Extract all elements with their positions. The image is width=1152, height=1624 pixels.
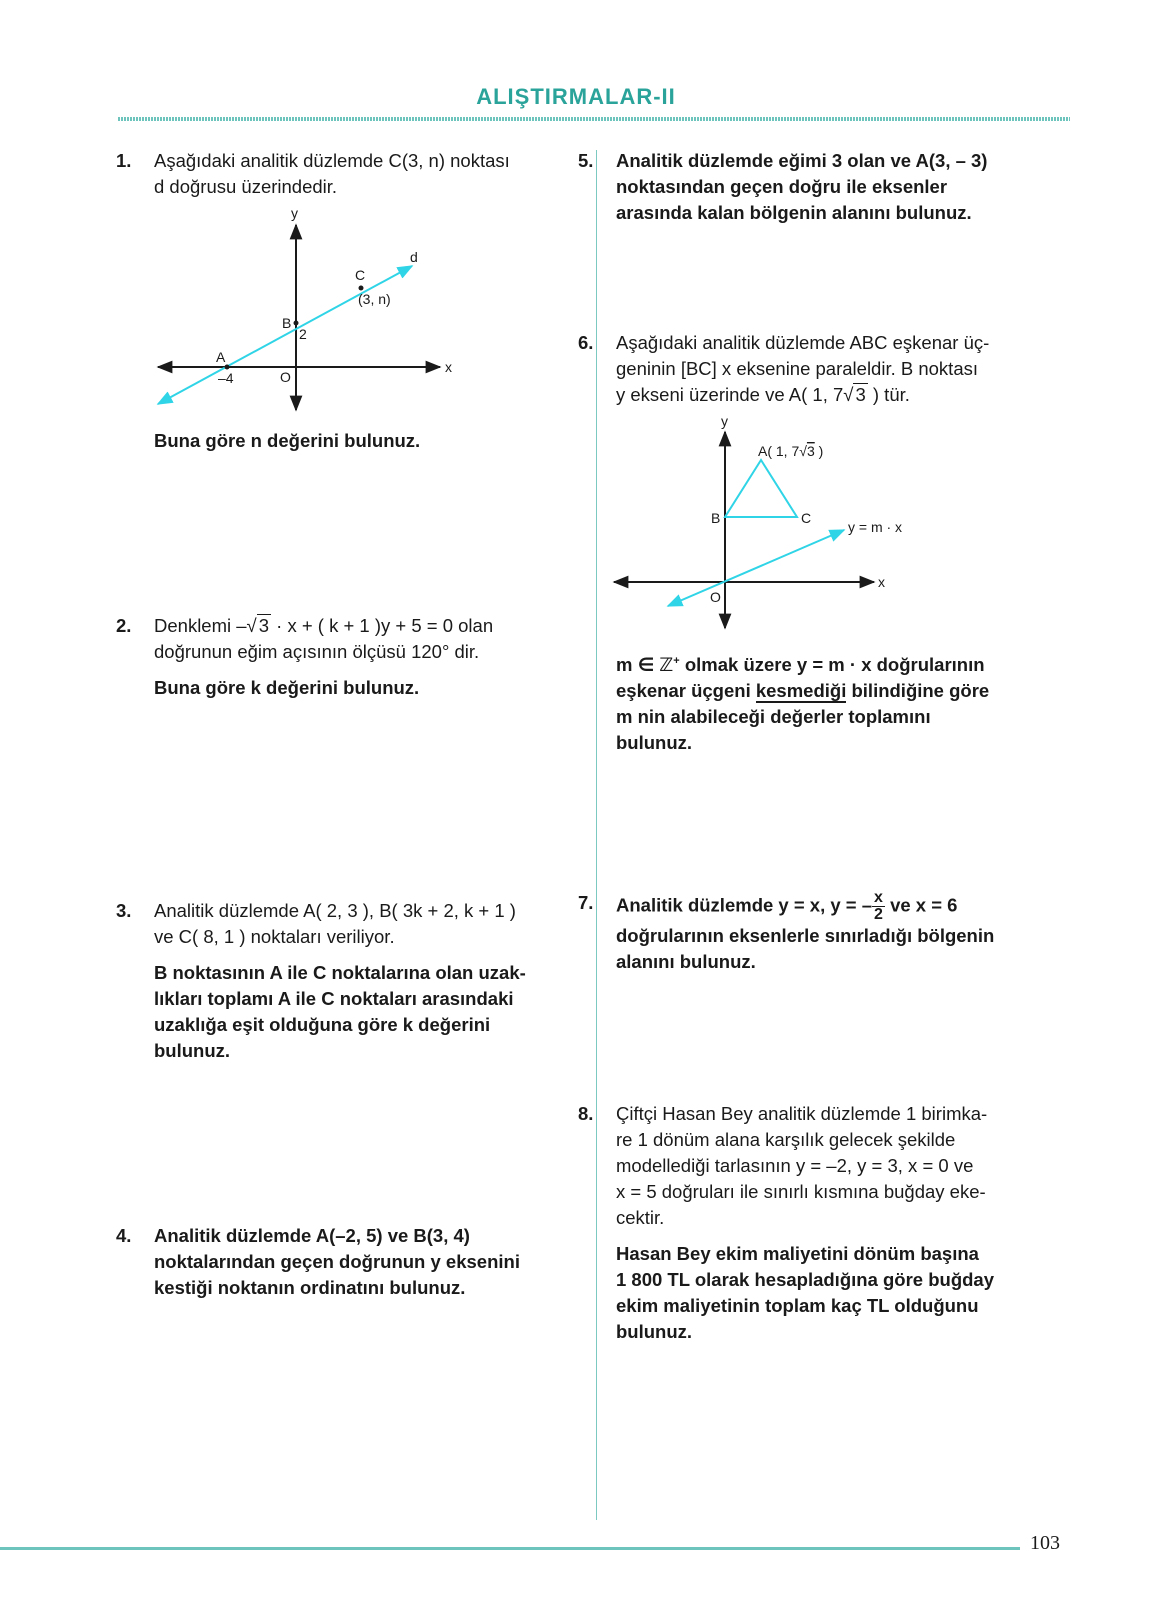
question-prompt: bulunuz.: [616, 732, 693, 754]
sqrt-radicand: 3: [258, 615, 269, 636]
line-y-mx: [668, 530, 844, 606]
question-prompt: Buna göre n değerini bulunuz.: [154, 430, 421, 451]
question-number: 4.: [116, 1225, 132, 1246]
question-prompt: bulunuz.: [154, 1040, 231, 1061]
footer-divider: [0, 1547, 1020, 1550]
question-text: Analitik düzlemde eğimi 3 olan ve A(3, – 3): [616, 150, 988, 171]
figure-q1-coordinate-plane: [140, 200, 470, 425]
question-text: Analitik düzlemde A(–2, 5) ve B(3, 4): [154, 1225, 470, 1246]
question-text: x = 5 doğruları ile sınırlı kısmına buğday eke-: [616, 1181, 986, 1202]
segment-notation: [BC]: [680, 358, 717, 379]
title-divider: [118, 117, 1070, 121]
point-b-label: B: [711, 510, 721, 526]
question-number: 8.: [578, 1103, 594, 1124]
point-c-coordinate: (3, n): [358, 291, 391, 307]
equation-suffix: · x + ( k + 1 )y + 5 = 0 olan: [271, 615, 494, 636]
y-axis-label: y: [291, 205, 298, 221]
question-prompt: Hasan Bey ekim maliyetini dönüm başına: [616, 1243, 979, 1264]
question-text: Aşağıdaki analitik düzlemde ABC eşkenar üç-: [616, 332, 990, 353]
question-prompt: Buna göre k değerini bulunuz.: [154, 677, 420, 698]
question-number: 2.: [116, 615, 132, 636]
equilateral-triangle-abc: [725, 460, 797, 517]
label-fragment: ): [814, 443, 824, 459]
equation-prefix: Denklemi –: [154, 615, 247, 636]
text-fragment: m ∈ ℤ: [616, 654, 674, 676]
question-text: re 1 dönüm alana karşılık gelecek şekilde: [616, 1129, 956, 1150]
question-text: noktasından geçen doğru ile eksenler: [616, 176, 948, 197]
text-fragment: olmak üzere y = m · x doğrularının: [679, 654, 985, 676]
sqrt-radicand: 3: [806, 443, 815, 459]
point-c: [359, 286, 364, 291]
text-fragment: eşkenar üçgeni: [616, 680, 756, 702]
question-text: cektir.: [616, 1207, 665, 1228]
question-text: noktalarından geçen doğrunun y eksenini: [154, 1251, 520, 1272]
question-prompt: m nin alabileceği değerler toplamını: [616, 706, 931, 728]
x-axis-label: x: [445, 359, 452, 375]
text-fragment: ) tür.: [867, 384, 910, 405]
point-a-label: [758, 443, 823, 459]
point-c-label: C: [801, 510, 812, 526]
question-text: y ekseni üzerinde ve A( 1, 7√ 3 ) tür.: [616, 384, 910, 405]
point-b: [294, 321, 299, 326]
question-text: alanını bulunuz.: [616, 951, 756, 972]
sqrt-radicand: 3: [855, 384, 866, 405]
y-axis-label: y: [721, 413, 728, 429]
fraction-numerator: x: [874, 889, 883, 906]
point-a-label: A: [216, 349, 226, 365]
question-text: [616, 356, 989, 382]
question-text: doğrularının eksenlerle sınırladığı bölgenin: [616, 925, 995, 946]
question-prompt: ekim maliyetinin toplam kaç TL olduğunu: [616, 1295, 979, 1316]
question-1-ask: [154, 428, 574, 454]
question-text: kestiği noktanın ordinatını bulunuz.: [154, 1277, 466, 1298]
page-number: 103: [1030, 1532, 1060, 1554]
question-text: modellediği tarlasının y = –2, y = 3, x = 0 ve: [616, 1155, 974, 1176]
point-b-label: B: [282, 315, 292, 331]
point-a: [225, 365, 230, 370]
sqrt-sign: √: [799, 443, 807, 459]
text-fragment: bilindiğine göre: [846, 680, 990, 702]
fraction-denominator: 2: [874, 906, 883, 923]
text-fragment: x eksenine paraleldir. B noktası: [716, 358, 979, 379]
question-number: 3.: [116, 900, 132, 921]
origin-label: O: [710, 589, 721, 605]
question-prompt: 1 800 TL olarak hesapladığına göre buğday: [616, 1269, 995, 1290]
question-prompt: bulunuz.: [616, 1321, 693, 1342]
text-fragment: y ekseni üzerinde ve A( 1, 7: [616, 384, 844, 405]
text-fragment: Analitik düzlemde y = x, y = –: [616, 894, 873, 916]
question-text: ve C( 8, 1 ) noktaları veriliyor.: [154, 926, 395, 947]
question-number: 5.: [578, 150, 594, 171]
line-label: y = m · x: [848, 519, 903, 535]
question-text: Aşağıdaki analitik düzlemde C(3, n) noktası: [154, 150, 510, 171]
text-fragment: ve x = 6: [884, 894, 958, 916]
question-number: 1.: [116, 150, 132, 171]
question-prompt: lıkları toplamı A ile C noktaları arasındaki: [154, 988, 514, 1009]
fraction: [872, 890, 885, 923]
superscript: +: [673, 655, 680, 667]
page-title: ALIŞTIRMALAR-II: [476, 84, 676, 109]
underlined-word: kesmediği: [755, 680, 847, 702]
question-prompt: [616, 678, 1056, 704]
point-a-value: –4: [218, 370, 234, 386]
column-divider: [596, 150, 597, 1520]
question-text: arasında kalan bölgenin alanını bulunuz.: [616, 202, 972, 223]
question-text: Çiftçi Hasan Bey analitik düzlemde 1 birimka-: [616, 1103, 988, 1124]
figure-q6-coordinate-plane: [608, 410, 928, 640]
x-axis-label: x: [878, 574, 885, 590]
text-fragment: geninin: [616, 358, 681, 379]
question-number: 7.: [578, 892, 594, 913]
question-text: Analitik düzlemde A( 2, 3 ), B( 3k + 2, k + 1 ): [154, 900, 516, 921]
question-number: 6.: [578, 332, 594, 353]
point-b-value: 2: [299, 326, 307, 342]
label-fragment: A( 1, 7: [758, 443, 800, 459]
question-6-ask: [616, 648, 1056, 756]
line-d-label: d: [410, 249, 418, 265]
origin-label: O: [280, 369, 291, 385]
point-c-label: C: [355, 267, 366, 283]
question-prompt: B noktasının A ile C noktalarına olan uzak-: [154, 962, 526, 983]
question-text: [616, 890, 994, 923]
question-text: d doğrusu üzerindedir.: [154, 176, 338, 197]
question-text: doğrunun eğim açısının ölçüsü 120° dir.: [154, 641, 480, 662]
question-prompt: [616, 648, 1056, 678]
question-prompt: uzaklığa eşit olduğuna göre k değerini: [154, 1014, 491, 1035]
question-text: Denklemi –√ 3 · x + ( k + 1 )y + 5 = 0 olan: [154, 615, 494, 636]
